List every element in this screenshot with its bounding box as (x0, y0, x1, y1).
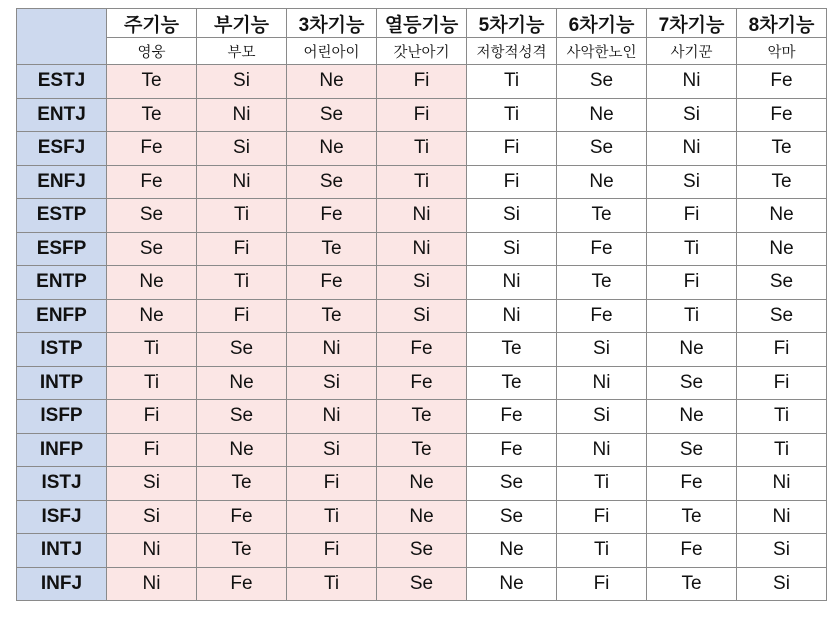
column-subtitle: 사악한노인 (557, 38, 647, 65)
function-cell: Se (467, 467, 557, 501)
function-cell: Fe (287, 266, 377, 300)
function-cell: Ti (737, 433, 827, 467)
function-cell: Te (647, 567, 737, 601)
function-cell: Fe (107, 132, 197, 166)
function-cell: Fe (647, 467, 737, 501)
function-cell: Fi (467, 132, 557, 166)
function-cell: Fi (557, 500, 647, 534)
table-row (17, 132, 827, 166)
column-subtitle: 사기꾼 (647, 38, 737, 65)
function-cell: Fi (647, 266, 737, 300)
function-cell: Ti (197, 266, 287, 300)
function-cell: Ti (647, 299, 737, 333)
column-title: 열등기능 (377, 9, 467, 38)
function-cell: Si (287, 366, 377, 400)
function-cell: Si (557, 333, 647, 367)
function-cell: Fi (107, 400, 197, 434)
type-label: ENTP (17, 266, 107, 300)
type-label: INTP (17, 366, 107, 400)
function-cell: Ti (197, 199, 287, 233)
function-cell: Ni (377, 232, 467, 266)
function-cell: Se (557, 132, 647, 166)
function-cell: Fe (197, 567, 287, 601)
function-cell: Si (737, 534, 827, 568)
function-cell: Fi (737, 366, 827, 400)
function-cell: Ne (197, 366, 287, 400)
function-cell: Si (467, 232, 557, 266)
column-title: 3차기능 (287, 9, 377, 38)
column-title: 6차기능 (557, 9, 647, 38)
function-cell: Ti (647, 232, 737, 266)
function-cell: Te (377, 433, 467, 467)
function-cell: Se (557, 65, 647, 99)
function-cell: Te (197, 467, 287, 501)
function-cell: Ti (287, 500, 377, 534)
function-cell: Te (287, 232, 377, 266)
function-cell: Ti (467, 65, 557, 99)
function-cell: Fi (557, 567, 647, 601)
function-cell: Ti (377, 165, 467, 199)
function-cell: Si (737, 567, 827, 601)
function-cell: Se (197, 333, 287, 367)
function-cell: Fe (197, 500, 287, 534)
function-cell: Ti (557, 534, 647, 568)
column-subtitle: 저항적성격 (467, 38, 557, 65)
type-label: ISFP (17, 400, 107, 434)
function-cell: Se (287, 165, 377, 199)
function-cell: Fe (737, 98, 827, 132)
function-cell: Se (737, 299, 827, 333)
table-row (17, 98, 827, 132)
table-row (17, 65, 827, 99)
function-cell: Fi (197, 232, 287, 266)
table-row (17, 199, 827, 233)
function-cell: Ne (557, 98, 647, 132)
table-row (17, 433, 827, 467)
column-subtitle: 부모 (197, 38, 287, 65)
function-cell: Ne (737, 232, 827, 266)
column-subtitle: 어린아이 (287, 38, 377, 65)
function-cell: Ni (737, 500, 827, 534)
function-cell: Fi (107, 433, 197, 467)
function-cell: Ni (197, 165, 287, 199)
function-cell: Ne (107, 299, 197, 333)
function-cell: Ne (287, 65, 377, 99)
type-label: ESFP (17, 232, 107, 266)
function-cell: Fi (287, 534, 377, 568)
function-cell: Ne (287, 132, 377, 166)
function-cell: Fi (467, 165, 557, 199)
function-cell: Ne (737, 199, 827, 233)
function-cell: Si (377, 266, 467, 300)
function-cell: Si (287, 433, 377, 467)
function-cell: Si (197, 65, 287, 99)
function-cell: Ne (467, 534, 557, 568)
function-cell: Fi (377, 65, 467, 99)
type-label: INTJ (17, 534, 107, 568)
function-cell: Fe (467, 433, 557, 467)
table-row (17, 299, 827, 333)
cognitive-functions-table (16, 8, 827, 601)
type-label: ESTJ (17, 65, 107, 99)
column-subtitle: 악마 (737, 38, 827, 65)
function-cell: Te (557, 266, 647, 300)
table-row (17, 567, 827, 601)
column-title: 주기능 (107, 9, 197, 38)
column-title: 8차기능 (737, 9, 827, 38)
function-cell: Se (107, 199, 197, 233)
function-cell: Se (287, 98, 377, 132)
function-cell: Ni (107, 534, 197, 568)
function-cell: Ne (467, 567, 557, 601)
function-cell: Ni (197, 98, 287, 132)
type-label: ENTJ (17, 98, 107, 132)
header-title-row (17, 9, 827, 38)
function-cell: Si (647, 165, 737, 199)
function-cell: Fi (737, 333, 827, 367)
column-subtitle: 영웅 (107, 38, 197, 65)
function-cell: Te (467, 366, 557, 400)
column-title: 부기능 (197, 9, 287, 38)
function-cell: Te (737, 165, 827, 199)
function-cell: Fe (467, 400, 557, 434)
function-cell: Se (197, 400, 287, 434)
function-cell: Ni (557, 433, 647, 467)
function-cell: Te (377, 400, 467, 434)
type-label: ISFJ (17, 500, 107, 534)
function-cell: Te (737, 132, 827, 166)
type-label: INFJ (17, 567, 107, 601)
function-cell: Ti (737, 400, 827, 434)
function-cell: Ni (107, 567, 197, 601)
function-cell: Si (647, 98, 737, 132)
function-cell: Ne (557, 165, 647, 199)
type-label: ISTJ (17, 467, 107, 501)
header-subtitle-row (17, 38, 827, 65)
column-title: 7차기능 (647, 9, 737, 38)
function-cell: Fe (107, 165, 197, 199)
function-cell: Se (647, 433, 737, 467)
function-cell: Se (377, 534, 467, 568)
function-cell: Ni (287, 400, 377, 434)
function-cell: Ne (377, 500, 467, 534)
type-label: ENFJ (17, 165, 107, 199)
function-cell: Se (107, 232, 197, 266)
function-cell: Ni (737, 467, 827, 501)
function-cell: Si (557, 400, 647, 434)
table-row (17, 266, 827, 300)
function-cell: Ni (287, 333, 377, 367)
function-cell: Ti (107, 366, 197, 400)
function-cell: Te (107, 98, 197, 132)
function-cell: Ni (647, 65, 737, 99)
function-cell: Fe (737, 65, 827, 99)
function-cell: Ni (467, 299, 557, 333)
function-cell: Ne (647, 400, 737, 434)
column-subtitle: 갓난아기 (377, 38, 467, 65)
function-cell: Ne (377, 467, 467, 501)
function-cell: Ni (467, 266, 557, 300)
table-row (17, 232, 827, 266)
table-row (17, 366, 827, 400)
function-cell: Ne (197, 433, 287, 467)
type-label: INFP (17, 433, 107, 467)
table-row (17, 500, 827, 534)
function-cell: Se (737, 266, 827, 300)
table-row (17, 534, 827, 568)
function-cell: Fe (377, 333, 467, 367)
table-row (17, 400, 827, 434)
function-cell: Te (467, 333, 557, 367)
function-cell: Te (647, 500, 737, 534)
function-cell: Fi (647, 199, 737, 233)
table-row (17, 467, 827, 501)
function-cell: Fe (377, 366, 467, 400)
function-cell: Si (467, 199, 557, 233)
function-cell: Ti (287, 567, 377, 601)
function-cell: Ti (557, 467, 647, 501)
function-cell: Fe (557, 299, 647, 333)
function-cell: Fi (287, 467, 377, 501)
function-cell: Ne (107, 266, 197, 300)
function-cell: Si (107, 467, 197, 501)
corner-cell (17, 9, 107, 65)
type-label: ESFJ (17, 132, 107, 166)
function-cell: Fe (647, 534, 737, 568)
function-cell: Te (557, 199, 647, 233)
function-cell: Te (287, 299, 377, 333)
function-cell: Fe (557, 232, 647, 266)
function-cell: Ni (647, 132, 737, 166)
type-label: ISTP (17, 333, 107, 367)
function-cell: Ti (467, 98, 557, 132)
table-body (17, 65, 827, 601)
type-label: ESTP (17, 199, 107, 233)
function-cell: Fi (197, 299, 287, 333)
table-row (17, 333, 827, 367)
function-cell: Se (377, 567, 467, 601)
table-row (17, 165, 827, 199)
function-cell: Se (647, 366, 737, 400)
function-cell: Ni (377, 199, 467, 233)
function-cell: Te (107, 65, 197, 99)
function-cell: Fe (287, 199, 377, 233)
function-cell: Ni (557, 366, 647, 400)
function-cell: Ti (377, 132, 467, 166)
function-cell: Si (377, 299, 467, 333)
function-cell: Ne (647, 333, 737, 367)
function-cell: Si (197, 132, 287, 166)
column-title: 5차기능 (467, 9, 557, 38)
function-cell: Se (467, 500, 557, 534)
type-label: ENFP (17, 299, 107, 333)
function-cell: Ti (107, 333, 197, 367)
function-cell: Te (197, 534, 287, 568)
function-cell: Fi (377, 98, 467, 132)
function-cell: Si (107, 500, 197, 534)
